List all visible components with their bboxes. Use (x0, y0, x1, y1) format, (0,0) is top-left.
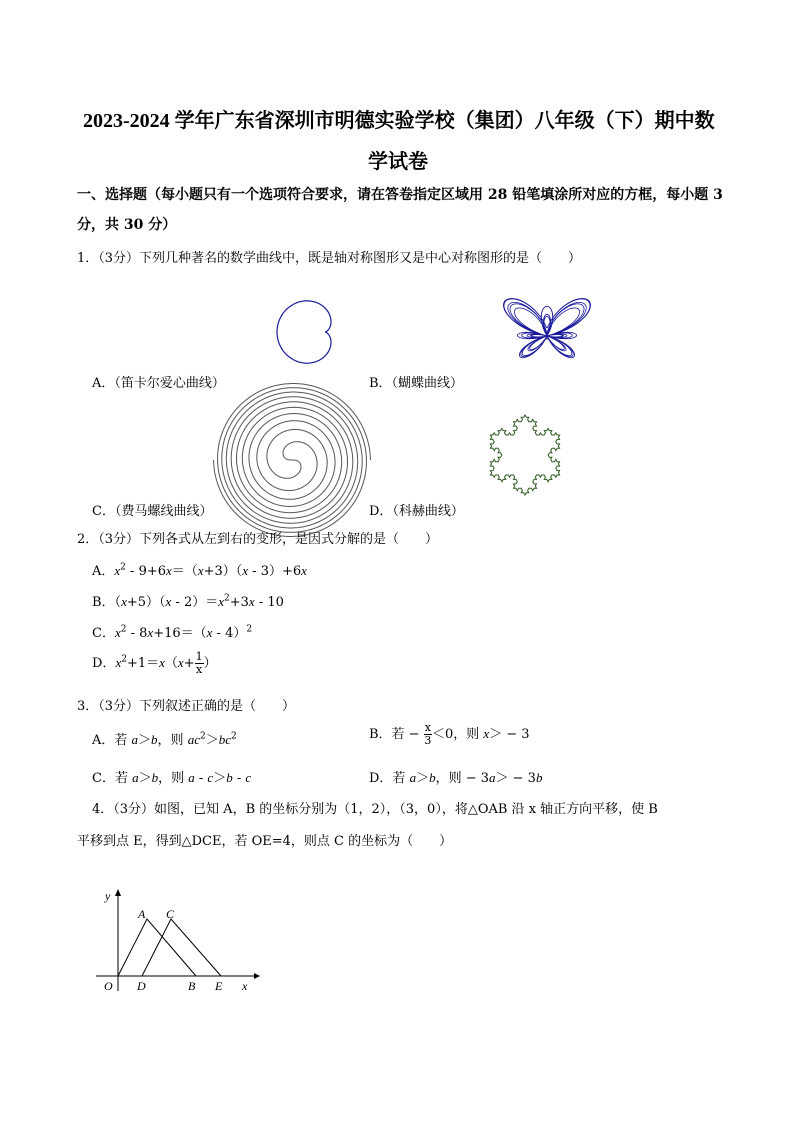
q2c-var: x (206, 625, 213, 640)
q1-option-b[interactable]: B．（蝴蝶曲线） (369, 376, 464, 391)
label-c: C (166, 907, 175, 921)
q4-coordinate-figure (96, 886, 276, 996)
q2a-var: x (242, 563, 249, 578)
q3c-var: b (226, 770, 233, 785)
q3c-text: ，则 (158, 771, 189, 786)
label-a: A (138, 907, 146, 921)
koch-snowflake-figure (475, 400, 575, 510)
q3b-text: ＜0，则 (431, 727, 484, 742)
q2b-var: x (248, 594, 255, 609)
page-title-line2: 学试卷 (368, 151, 428, 173)
q3a-exp: 2 (199, 731, 206, 742)
q2c-prefix: C． (92, 626, 115, 641)
q2d-var: x (177, 655, 184, 670)
q1-option-a[interactable]: A．（笛卡尔爱心曲线） (92, 376, 225, 391)
section-heading-line2: 分，共 30 分） (77, 217, 177, 233)
q1-option-c[interactable]: C．（费马螺线曲线） (92, 504, 213, 519)
q2a-var: x (301, 563, 307, 578)
q3c-text: - (232, 771, 246, 786)
q2-stem: 2．（3分）下列各式从左到右的变形，是因式分解的是（ ） (77, 532, 439, 547)
q2-option-d[interactable] (92, 651, 217, 676)
q3-option-c[interactable] (92, 767, 251, 786)
q3d-var: a (489, 770, 496, 785)
q2c-text: +16＝（ (153, 626, 207, 641)
q2a-var: x (166, 563, 172, 578)
q2a-text: ＝（ (171, 564, 198, 579)
q3a-exp: 2 (231, 731, 237, 742)
q3d-text: D．若 (369, 771, 410, 786)
q3d-var: b (429, 770, 436, 785)
y-axis-arrow (115, 889, 121, 896)
q3b-text: B．若 − (369, 727, 424, 742)
q3a-text: ＞ (138, 733, 152, 748)
q3c-text: ＞ (213, 771, 227, 786)
q2c-var: x (147, 625, 154, 640)
q2a-text: - 3）+6 (248, 564, 302, 579)
q3a-var: bc (218, 732, 231, 747)
label-b: B (188, 979, 196, 993)
q3d-var: b (535, 770, 543, 785)
q2-option-b[interactable] (92, 591, 284, 610)
q3d-text: ＞ − 3 (495, 771, 536, 786)
q2b-var: x (218, 594, 225, 609)
q2a-var: x (114, 563, 121, 578)
q2-option-c[interactable] (92, 622, 252, 641)
q2c-text: - 8 (126, 626, 148, 641)
heart-curve-figure (247, 282, 347, 382)
q3d-text: ，则 − 3 (435, 771, 490, 786)
label-y: y (105, 889, 111, 903)
q2a-exp: 2 (120, 562, 126, 573)
q2b-text: +3 (229, 595, 249, 610)
q2d-text: + (183, 656, 195, 671)
q3a-var: b (151, 732, 158, 747)
q2c-text: - 4） (212, 626, 247, 641)
q2c-exp: 2 (120, 624, 127, 635)
q2d-prefix: D． (92, 656, 116, 671)
q3c-text: ＞ (138, 771, 152, 786)
q1-option-d[interactable]: D．（科赫曲线） (369, 504, 464, 519)
q3a-text: A．若 (92, 733, 132, 748)
section-heading-line1: 一、选择题（每小题只有一个选项符合要求，请在答卷指定区域用 28 铅笔填涂所对应的方框，每小题 3 (77, 187, 723, 203)
q2a-text: - 9+6 (125, 564, 166, 579)
q2b-text: - 10 (254, 595, 284, 610)
q2a-prefix: A． (92, 564, 115, 579)
q3a-var: a (131, 732, 139, 747)
q3c-var: c (245, 770, 252, 785)
q2d-text: +1＝ (126, 656, 160, 671)
butterfly-curve-figure (477, 283, 617, 383)
q2b-text: - 2）＝ (171, 595, 219, 610)
page-title-line1: 2023-2024 学年广东省深圳市明德实验学校（集团）八年级（下）期中数 (83, 110, 715, 132)
q3d-var: a (409, 770, 417, 785)
label-e: E (215, 979, 223, 993)
q2b-text: +5）（ (126, 595, 166, 610)
q4-line1: 4．（3分）如图，已知 A，B 的坐标分别为（1，2），（3，0），将△OAB 沿 x 轴正方向平移，使 B (92, 802, 658, 817)
q3b-fraction (424, 722, 432, 747)
q2d-exp: 2 (121, 654, 127, 665)
q3a-var: ac (187, 732, 200, 747)
q2b-var: x (121, 594, 127, 609)
q3-option-b[interactable] (369, 722, 530, 747)
q3-option-d[interactable] (369, 767, 542, 786)
q3b-denominator: 3 (424, 734, 432, 747)
q3-option-a[interactable] (92, 729, 237, 748)
q2-option-a[interactable] (92, 560, 307, 579)
q3c-text: - (194, 771, 208, 786)
q2b-exp: 2 (224, 593, 230, 604)
q3c-var: b (151, 770, 159, 785)
q2d-fraction (195, 651, 204, 676)
q2d-denominator: x (196, 663, 203, 676)
q1-stem: 1．（3分）下列几种著名的数学曲线中，既是轴对称图形又是中心对称图形的是（ ） (77, 251, 582, 266)
q3c-var: a (188, 770, 195, 785)
q2b-prefix: B．（ (92, 595, 122, 610)
x-axis-arrow (254, 973, 260, 979)
q3d-text: ＞ (416, 771, 430, 786)
q3b-numerator: x (424, 721, 431, 734)
q3-stem: 3．（3分）下列叙述正确的是（ ） (77, 699, 296, 714)
q3a-text: ＞ (205, 733, 219, 748)
q3a-text: ，则 (157, 733, 188, 748)
label-d: D (137, 979, 146, 993)
q3b-var: x (483, 726, 490, 741)
q2d-var: x (159, 655, 165, 670)
q3c-var: c (207, 770, 214, 785)
q2d-text: （ (164, 656, 178, 671)
q2d-var: x (115, 655, 122, 670)
fermat-spiral-figure (232, 410, 352, 510)
q2d-numerator: 1 (195, 650, 203, 663)
q3c-text: C．若 (92, 771, 133, 786)
q2a-var: x (197, 563, 204, 578)
label-o: O (104, 979, 113, 993)
q2c-var: x (114, 625, 121, 640)
q3c-var: a (132, 770, 139, 785)
q3b-text: ＞ − 3 (489, 727, 530, 742)
label-x: x (242, 979, 248, 993)
q4-line2: 平移到点 E，得到△DCE，若 OE=4，则点 C 的坐标为（ ） (77, 834, 453, 849)
q2b-var: x (165, 594, 172, 609)
q2d-text: ） (203, 656, 217, 671)
q2a-text: +3）（ (203, 564, 243, 579)
q2c-exp: 2 (246, 624, 253, 635)
